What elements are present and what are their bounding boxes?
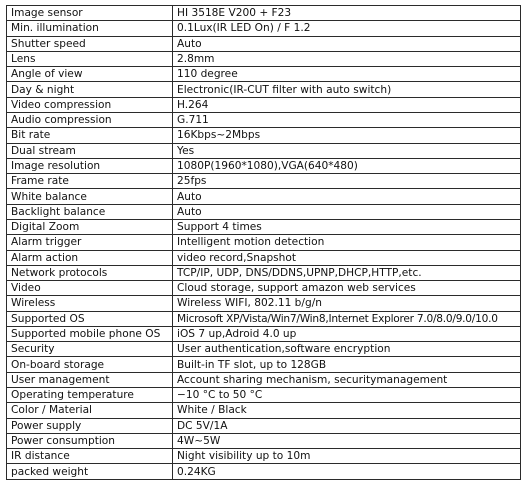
specifications-table [6,5,521,480]
spec-label: Video compression [7,97,173,112]
spec-value: Built-in TF slot, up to 128GB [173,357,521,372]
spec-value: Yes [173,143,521,158]
spec-value: G.711 [173,112,521,127]
spec-label: White balance [7,189,173,204]
spec-label: Min. illumination [7,21,173,36]
table-row [7,326,521,341]
spec-label: Color / Material [7,403,173,418]
spec-value: −10 °C to 50 °C [173,388,521,403]
spec-label: Alarm trigger [7,235,173,250]
table-row [7,464,521,480]
table-row [7,433,521,448]
table-row [7,128,521,143]
spec-value: Intelligent motion detection [173,235,521,250]
table-row [7,6,521,21]
spec-value: 2.8mm [173,51,521,66]
spec-label: Image resolution [7,158,173,173]
spec-value: Auto [173,189,521,204]
spec-label: Supported OS [7,311,173,326]
spec-value: 110 degree [173,67,521,82]
table-row [7,342,521,357]
spec-value: HI 3518E V200 + F23 [173,6,521,21]
table-row [7,418,521,433]
spec-label: Wireless [7,296,173,311]
table-row [7,67,521,82]
table-row [7,250,521,265]
spec-label: Video [7,281,173,296]
spec-label: Audio compression [7,112,173,127]
spec-label: Supported mobile phone OS [7,326,173,341]
table-row [7,158,521,173]
spec-label: Security [7,342,173,357]
table-row [7,82,521,97]
spec-label: Day & night [7,82,173,97]
table-row [7,204,521,219]
spec-value: iOS 7 up,Adroid 4.0 up [173,326,521,341]
spec-sheet [6,5,520,480]
spec-label: Power consumption [7,433,173,448]
spec-value: 4W~5W [173,433,521,448]
table-row [7,372,521,387]
spec-label: Dual stream [7,143,173,158]
table-row [7,449,521,464]
spec-value: User authentication,software encryption [173,342,521,357]
spec-label: IR distance [7,449,173,464]
spec-label: Power supply [7,418,173,433]
spec-value: Support 4 times [173,219,521,234]
spec-value: 16Kbps~2Mbps [173,128,521,143]
spec-label: Backlight balance [7,204,173,219]
spec-label: Alarm action [7,250,173,265]
spec-value: Auto [173,204,521,219]
spec-value: video record,Snapshot [173,250,521,265]
spec-value: Night visibility up to 10m [173,449,521,464]
spec-value: 0.24KG [173,464,521,480]
table-row [7,281,521,296]
spec-value: TCP/IP, UDP, DNS/DDNS,UPNP,DHCP,HTTP,etc. [173,265,521,280]
table-row [7,265,521,280]
table-row [7,296,521,311]
spec-label: Frame rate [7,174,173,189]
table-row [7,51,521,66]
spec-label: User management [7,372,173,387]
spec-label: Network protocols [7,265,173,280]
table-row [7,388,521,403]
spec-label: Image sensor [7,6,173,21]
table-row [7,174,521,189]
table-row [7,112,521,127]
spec-label: Digital Zoom [7,219,173,234]
spec-label: Shutter speed [7,36,173,51]
table-row [7,219,521,234]
spec-value: 0.1Lux(IR LED On) / F 1.2 [173,21,521,36]
table-row [7,36,521,51]
spec-value: Cloud storage, support amazon web services [173,281,521,296]
spec-value: DC 5V/1A [173,418,521,433]
table-row [7,311,521,326]
spec-label: Operating temperature [7,388,173,403]
spec-value: Wireless WIFI, 802.11 b/g/n [173,296,521,311]
spec-value: White / Black [173,403,521,418]
spec-value: 25fps [173,174,521,189]
spec-label: packed weight [7,464,173,480]
table-row [7,189,521,204]
spec-label: On-board storage [7,357,173,372]
spec-value: 1080P(1960*1080),VGA(640*480) [173,158,521,173]
spec-label: Lens [7,51,173,66]
table-row [7,21,521,36]
spec-value: Auto [173,36,521,51]
spec-label: Bit rate [7,128,173,143]
spec-value: Electronic(IR-CUT filter with auto switch) [173,82,521,97]
table-row [7,143,521,158]
spec-label: Angle of view [7,67,173,82]
table-row [7,235,521,250]
spec-value: Account sharing mechanism, securitymanagement [173,372,521,387]
spec-value: H.264 [173,97,521,112]
table-row [7,403,521,418]
table-row [7,357,521,372]
table-row [7,97,521,112]
spec-value: Microsoft XP/Vista/Win7/Win8,Internet Explorer 7.0/8.0/9.0/10.0 [173,311,521,326]
